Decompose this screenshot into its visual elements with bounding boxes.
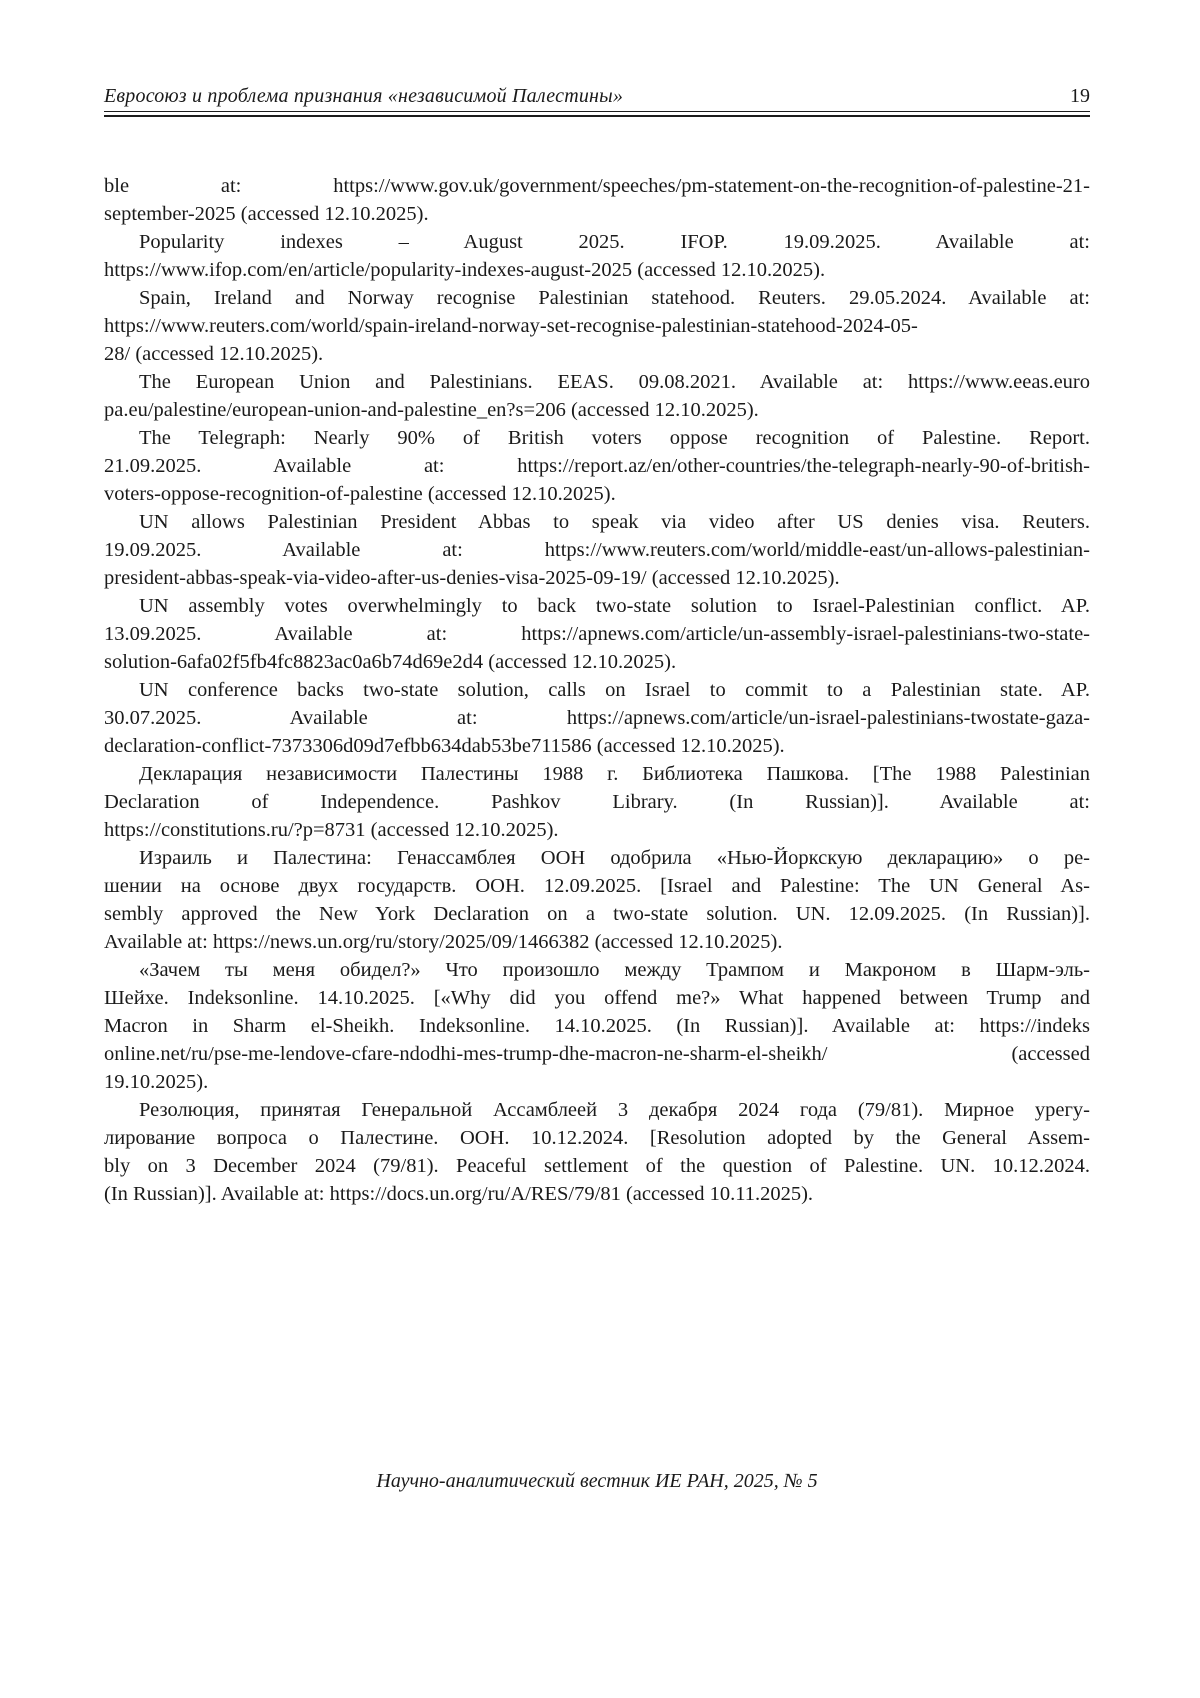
reference-line: The Telegraph: Nearly 90% of British voters oppose recognition of Palestine. Report. (139, 427, 1090, 449)
reference-line: pa.eu/palestine/european-union-and-palestine_en?s=206 (accessed 12.10.2025). (104, 399, 759, 421)
reference-line: 19.09.2025. Available at: https://www.reuters.com/world/middle-east/un-allows-palestinian- (104, 539, 1090, 561)
reference-line: Шейхе. Indeksonline. 14.10.2025. [«Why did you offend me?» What happened between Trump and (104, 987, 1090, 1009)
reference-line: september-2025 (accessed 12.10.2025). (104, 203, 429, 225)
reference-line: 21.09.2025. Available at: https://report.az/en/other-countries/the-telegraph-nearly-90-of-british- (104, 455, 1090, 477)
page-header (104, 84, 1090, 108)
reference-entry (104, 844, 1090, 956)
reference-line: https://www.reuters.com/world/spain-ireland-norway-set-recognise-palestinian-statehood-2024-05- (104, 315, 918, 337)
reference-line: ble at: https://www.gov.uk/government/speeches/pm-statement-on-the-recognition-of-palestine-21- (104, 175, 1090, 197)
reference-entry (104, 956, 1090, 1096)
reference-line: 19.10.2025). (104, 1071, 209, 1093)
reference-line: solution-6afa02f5fb4fc8823ac0a6b74d69e2d4 (accessed 12.10.2025). (104, 651, 677, 673)
reference-line: Резолюция, принятая Генеральной Ассамблеей 3 декабря 2024 года (79/81). Мирное урегу- (139, 1099, 1090, 1121)
reference-entry (104, 592, 1090, 676)
reference-line: (In Russian)]. Available at: https://docs.un.org/ru/A/RES/79/81 (accessed 10.11.2025). (104, 1183, 814, 1205)
reference-line: «Зачем ты меня обидел?» Что произошло между Трампом и Макроном в Шарм-эль- (139, 959, 1090, 981)
reference-line: https://constitutions.ru/?p=8731 (accessed 12.10.2025). (104, 819, 559, 841)
journal-footer-text: Научно-аналитический вестник ИЕ РАН, 2025, № 5 (376, 1470, 818, 1492)
reference-entry (104, 284, 1090, 368)
reference-line: Popularity indexes – August 2025. IFOP. 19.09.2025. Available at: (139, 231, 1090, 253)
running-title: Евросоюз и проблема признания «независимой Палестины» (104, 85, 624, 107)
reference-line: online.net/ru/pse-me-lendove-cfare-ndodhi-mes-trump-dhe-macron-ne-sharm-el-sheikh/ (accessed (104, 1043, 1090, 1065)
reference-line: 28/ (accessed 12.10.2025). (104, 343, 324, 365)
reference-entry (104, 228, 1090, 284)
reference-line: The European Union and Palestinians. EEAS. 09.08.2021. Available at: https://www.eeas.euro (139, 371, 1090, 393)
header-rule (104, 111, 1090, 117)
reference-line: UN allows Palestinian President Abbas to speak via video after US denies visa. Reuters. (139, 511, 1090, 533)
reference-line: sembly approved the New York Declaration on a two-state solution. UN. 12.09.2025. (In Russian)]. (104, 903, 1090, 925)
reference-entry (104, 1096, 1090, 1208)
reference-line: president-abbas-speak-via-video-after-us-denies-visa-2025-09-19/ (accessed 12.10.2025). (104, 567, 840, 589)
reference-line: шении на основе двух государств. ООН. 12.09.2025. [Israel and Palestine: The UN General As- (104, 875, 1090, 897)
reference-entry (104, 676, 1090, 760)
reference-line: 13.09.2025. Available at: https://apnews.com/article/un-assembly-israel-palestinians-two-state- (104, 623, 1090, 645)
reference-line: Spain, Ireland and Norway recognise Palestinian statehood. Reuters. 29.05.2024. Available at: (139, 287, 1090, 309)
page-number: 19 (1070, 85, 1090, 107)
reference-line: UN conference backs two-state solution, calls on Israel to commit to a Palestinian state. AP. (139, 679, 1090, 701)
reference-entry (104, 424, 1090, 508)
reference-line: 30.07.2025. Available at: https://apnews.com/article/un-israel-palestinians-twostate-gaza- (104, 707, 1090, 729)
reference-line: Available at: https://news.un.org/ru/story/2025/09/1466382 (accessed 12.10.2025). (104, 931, 783, 953)
reference-entry (104, 760, 1090, 844)
reference-line: Израиль и Палестина: Генассамблея ООН одобрила «Нью-Йоркскую декларацию» о ре- (139, 847, 1090, 869)
reference-entry (104, 368, 1090, 424)
reference-entry (104, 172, 1090, 228)
page-footer (104, 1468, 1090, 1494)
reference-line: лирование вопроса о Палестине. ООН. 10.12.2024. [Resolution adopted by the General Assem- (104, 1127, 1090, 1149)
reference-line: Macron in Sharm el-Sheikh. Indeksonline. 14.10.2025. (In Russian)]. Available at: https://indeks (104, 1015, 1090, 1037)
reference-line: bly on 3 December 2024 (79/81). Peaceful settlement of the question of Palestine. UN. 10.12.2024. (104, 1155, 1090, 1177)
reference-line: Declaration of Independence. Pashkov Library. (In Russian)]. Available at: (104, 791, 1090, 813)
reference-line: UN assembly votes overwhelmingly to back two-state solution to Israel-Palestinian conflict. AP. (139, 595, 1090, 617)
reference-line: declaration-conflict-7373306d09d7efbb634dab53be711586 (accessed 12.10.2025). (104, 735, 785, 757)
references-list (104, 172, 1090, 1208)
reference-entry (104, 508, 1090, 592)
reference-line: voters-oppose-recognition-of-palestine (accessed 12.10.2025). (104, 483, 616, 505)
reference-line: Декларация независимости Палестины 1988 г. Библиотека Пашкова. [The 1988 Palestinian (139, 763, 1090, 785)
reference-line: https://www.ifop.com/en/article/popularity-indexes-august-2025 (accessed 12.10.2025). (104, 259, 826, 281)
